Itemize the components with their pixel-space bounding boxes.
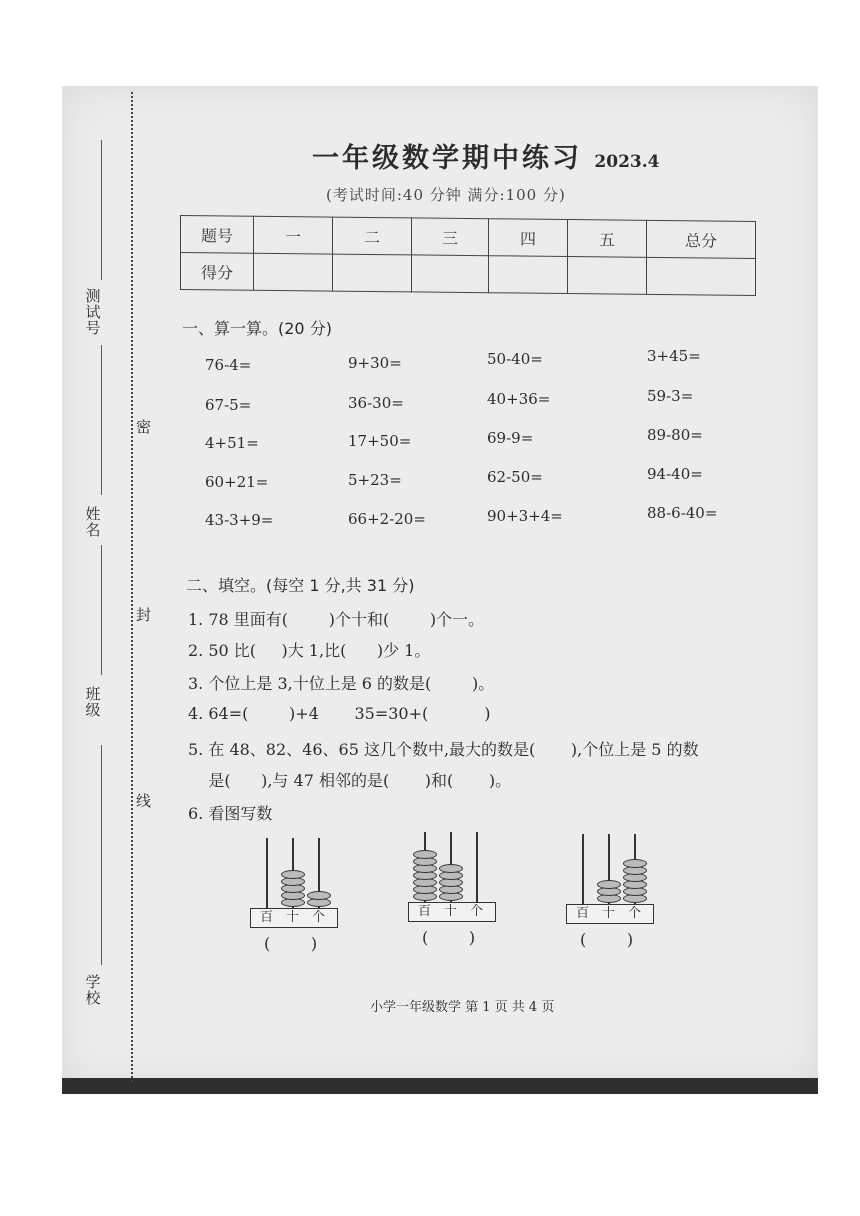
- arithmetic-problem: 76-4=: [205, 356, 252, 374]
- abacus-bead: [439, 864, 463, 873]
- fill-blank-question: 5. 在 48、82、46、65 这几个数中,最大的数是( ),个位上是 5 的数: [188, 740, 699, 759]
- score-header-cell: 三: [412, 218, 489, 256]
- arithmetic-problem: 60+21=: [205, 473, 269, 491]
- class-label: 班级: [85, 685, 101, 719]
- score-table-header-row: [181, 215, 756, 258]
- abacus-answer-blank[interactable]: ( ): [422, 928, 476, 947]
- abacus-rod-hundreds: [582, 834, 584, 906]
- score-row-label: 得分: [181, 252, 254, 290]
- fill-blank-question: 1. 78 里面有( )个十和( )个一。: [188, 610, 485, 629]
- page-footer: 小学一年级数学 第 1 页 共 4 页: [370, 1000, 555, 1015]
- score-cell[interactable]: [412, 255, 489, 293]
- abacus-place-label: 百: [418, 904, 432, 919]
- arithmetic-problem: 90+3+4=: [487, 507, 563, 525]
- abacus-rod-ones: [476, 832, 478, 904]
- score-header-cell: 五: [568, 220, 647, 258]
- abacus-answer-blank[interactable]: ( ): [580, 930, 634, 949]
- name-line: [101, 345, 102, 495]
- score-header-cell: 题号: [181, 215, 254, 253]
- section2-heading: 二、填空。(每空 1 分,共 31 分): [186, 576, 415, 595]
- abacus-place-label: 十: [286, 910, 300, 925]
- abacus-bead: [413, 850, 437, 859]
- page-title: [312, 136, 659, 175]
- exam-info: (考试时间:40 分钟 满分:100 分): [326, 186, 566, 204]
- abacus-3: [566, 834, 656, 949]
- abacus-place-label: 十: [602, 906, 616, 921]
- abacus-base: [250, 908, 338, 928]
- test-number-line: [101, 140, 102, 280]
- abacus-2: [408, 832, 498, 947]
- arithmetic-problem: 3+45=: [647, 347, 701, 365]
- school-label: 学校: [85, 973, 101, 1007]
- score-header-cell: 二: [333, 217, 412, 255]
- name-label: 姓名: [85, 505, 101, 539]
- score-cell[interactable]: [568, 257, 647, 295]
- abacus-place-label: 百: [576, 906, 590, 921]
- abacus-base: [408, 902, 496, 922]
- seal-char-feng: 封: [136, 606, 152, 624]
- score-cell[interactable]: [333, 254, 412, 292]
- fill-blank-question: 6. 看图写数: [188, 804, 273, 823]
- fill-blank-question: 2. 50 比( )大 1,比( )少 1。: [188, 641, 431, 660]
- title-date: 2023.4: [594, 152, 660, 172]
- arithmetic-problem: 5+23=: [348, 471, 402, 489]
- seal-dotted-line: [131, 92, 133, 1082]
- score-header-cell: 四: [489, 219, 568, 257]
- arithmetic-problem: 89-80=: [647, 426, 703, 444]
- abacus-bead: [597, 880, 621, 889]
- abacus-place-label: 个: [628, 906, 642, 921]
- abacus-place-label: 个: [312, 910, 326, 925]
- arithmetic-problem: 59-3=: [647, 387, 694, 405]
- arithmetic-problem: 40+36=: [487, 390, 551, 408]
- title-text: 一年级数学期中练习: [312, 143, 582, 174]
- arithmetic-problem: 67-5=: [205, 396, 252, 414]
- arithmetic-problem: 36-30=: [348, 394, 404, 412]
- arithmetic-problem: 62-50=: [487, 468, 543, 486]
- arithmetic-problem: 17+50=: [348, 432, 412, 450]
- fill-blank-question: 是( ),与 47 相邻的是( )和( )。: [188, 771, 512, 790]
- arithmetic-problem: 88-6-40=: [647, 504, 718, 522]
- section1-heading: 一、算一算。(20 分): [182, 319, 332, 338]
- fill-blank-question: 3. 个位上是 3,十位上是 6 的数是( )。: [188, 674, 495, 693]
- seal-char-mi: 密: [136, 418, 152, 436]
- arithmetic-problem: 43-3+9=: [205, 511, 274, 529]
- abacus-bead: [307, 891, 331, 900]
- test-number-label: 测试号: [85, 287, 101, 337]
- arithmetic-problem: 69-9=: [487, 429, 534, 447]
- arithmetic-problem: 94-40=: [647, 465, 703, 483]
- abacus-place-label: 十: [444, 904, 458, 919]
- arithmetic-problem: 66+2-20=: [348, 510, 426, 528]
- abacus-rod-hundreds: [266, 838, 268, 910]
- class-line: [101, 545, 102, 675]
- scan-shadow-bar: [62, 1078, 818, 1094]
- arithmetic-problem: 9+30=: [348, 354, 402, 372]
- fill-blank-question: 4. 64=( )+4 35=30+( ): [188, 704, 491, 723]
- score-header-cell: 一: [254, 216, 333, 254]
- abacus-1: [250, 838, 340, 953]
- abacus-bead: [281, 870, 305, 879]
- arithmetic-problem: 4+51=: [205, 434, 259, 452]
- score-header-cell: 总分: [647, 220, 756, 258]
- score-cell[interactable]: [254, 253, 333, 291]
- abacus-place-label: 百: [260, 910, 274, 925]
- abacus-bead: [623, 859, 647, 868]
- school-line: [101, 745, 102, 965]
- score-cell[interactable]: [647, 257, 756, 295]
- score-table: [180, 215, 756, 296]
- abacus-place-label: 个: [470, 904, 484, 919]
- abacus-base: [566, 904, 654, 924]
- score-table-score-row: [181, 252, 756, 295]
- score-cell[interactable]: [489, 256, 568, 294]
- abacus-answer-blank[interactable]: ( ): [264, 934, 318, 953]
- arithmetic-problem: 50-40=: [487, 350, 543, 368]
- seal-char-xian: 线: [136, 792, 152, 810]
